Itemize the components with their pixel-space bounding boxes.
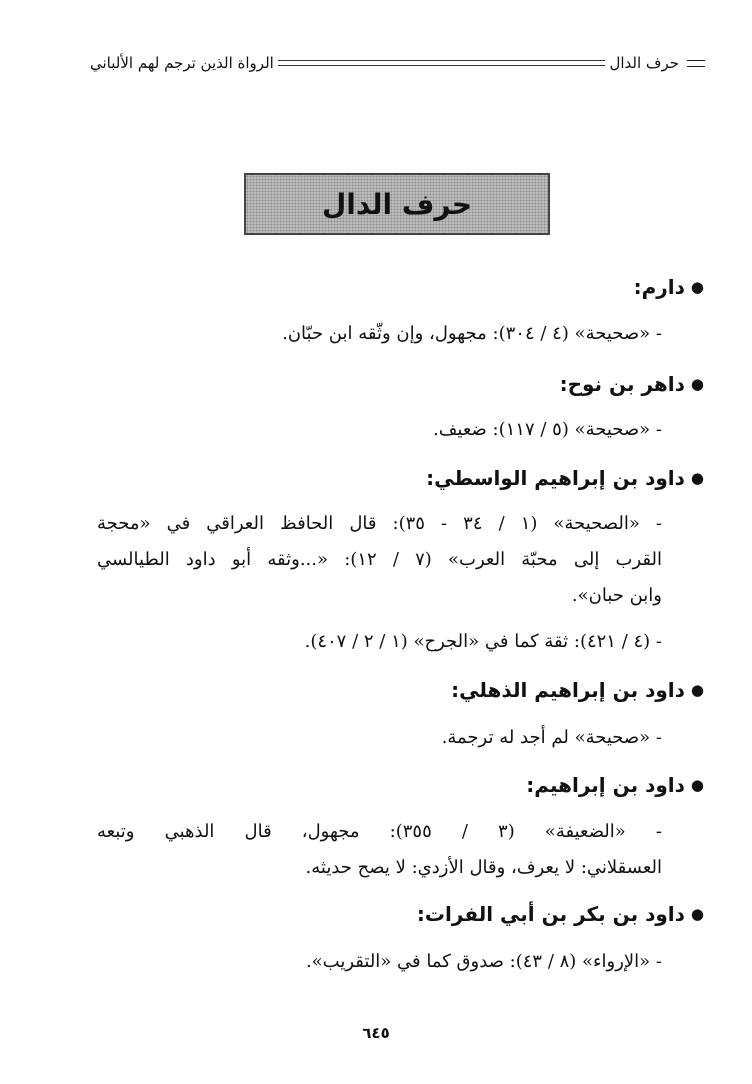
entry-text-line: وابن حبان». bbox=[571, 585, 662, 606]
running-header bbox=[90, 50, 705, 76]
bullet-icon: ● bbox=[690, 905, 704, 923]
header-ornament bbox=[687, 60, 705, 67]
entry-heading bbox=[426, 466, 704, 490]
chapter-title: حرف الدال bbox=[321, 187, 473, 221]
bullet-icon: ● bbox=[690, 776, 704, 794]
narrator-name: داود بن إبراهيم الذهلي: bbox=[451, 678, 685, 702]
entry-text-line: القرب إلى محبّة العرب» (٧ / ١٢): «...وثقه أبو داود الطيالسي bbox=[97, 549, 662, 570]
bullet-icon: ● bbox=[690, 469, 704, 487]
header-rule bbox=[278, 60, 606, 66]
entry-heading bbox=[526, 773, 704, 797]
entry-heading bbox=[560, 372, 704, 396]
entry-text-line: - «صحيحة» لم أجد له ترجمة. bbox=[441, 727, 662, 748]
entry-heading bbox=[634, 275, 704, 299]
narrator-name: دارم: bbox=[633, 275, 685, 299]
bullet-icon: ● bbox=[690, 681, 704, 699]
entry-text-line: - «صحيحة» (٥ / ١١٧): ضعيف. bbox=[433, 419, 662, 440]
narrator-name: داود بن إبراهيم الواسطي: bbox=[426, 466, 685, 490]
narrator-name: داود بن بكر بن أبي الفرات: bbox=[416, 902, 685, 926]
bullet-icon: ● bbox=[690, 278, 704, 296]
header-book-title: الرواة الذين ترجم لهم الألباني bbox=[90, 54, 274, 72]
chapter-title-box bbox=[244, 173, 550, 235]
entry-text-line: - (٤ / ٤٢١): ثقة كما في «الجرح» (١ / ٢ / ٤٠٧). bbox=[304, 631, 662, 652]
entry-text-line: - «الإرواء» (٨ / ٤٣): صدوق كما في «التقريب». bbox=[305, 951, 662, 972]
entry-text-line: العسقلاني: لا يعرف، وقال الأزدي: لا يصح حديثه. bbox=[305, 857, 662, 878]
narrator-name: داهر بن نوح: bbox=[559, 372, 685, 396]
narrator-name: داود بن إبراهيم: bbox=[526, 773, 685, 797]
entry-heading bbox=[451, 678, 704, 702]
page-number: ٦٤٥ bbox=[362, 1024, 390, 1042]
entry-heading bbox=[417, 902, 704, 926]
header-chapter: حرف الدال bbox=[609, 54, 679, 72]
entry-text-line: - «الصحيحة» (١ / ٣٤ - ٣٥): قال الحافظ العراقي في «محجة bbox=[97, 513, 662, 534]
entry-text-line: - «الضعيفة» (٣ / ٣٥٥): مجهول، قال الذهبي وتبعه bbox=[97, 821, 662, 842]
bullet-icon: ● bbox=[690, 375, 704, 393]
entry-text-line: - «صحيحة» (٤ / ٣٠٤): مجهول، وإن وثّقه ابن حبّان. bbox=[282, 323, 662, 344]
